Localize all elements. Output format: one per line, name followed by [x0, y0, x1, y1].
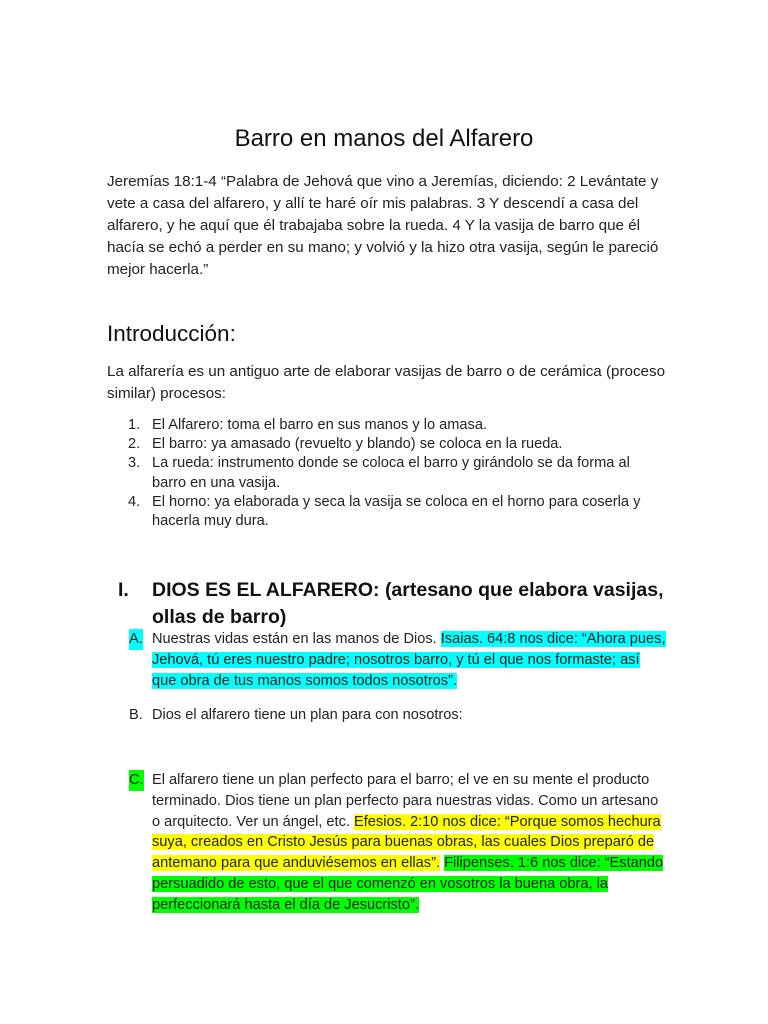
section-one-heading: [118, 577, 678, 631]
point-a: [107, 629, 667, 691]
page-title: Barro en manos del Alfarero: [234, 125, 534, 152]
point-body: [107, 770, 667, 916]
scripture-reference-highlight: Efesios. 2:10 nos dice: “Porque somos hechura suya, creados en Cristo Jesús para buenas obras, las cuales Dios preparó de antemano para que anduviésemos en ellas”.: [152, 813, 661, 872]
section-numeral: I.: [118, 579, 129, 601]
process-steps-list: [107, 416, 667, 531]
point-text: Nuestras vidas están en las manos de Dios.: [152, 631, 441, 647]
point-text: Dios el alfarero tiene un plan para con nosotros:: [152, 707, 463, 723]
list-item: [107, 493, 667, 531]
scripture-reference-highlight: Filipenses. 1:6 nos dice: “Estando persuadido de esto, que el que comenzó en vosotros la buena obra, la perfeccionará hasta el día de Jesucristo”.: [152, 855, 664, 913]
point-marker: A.: [129, 629, 143, 650]
intro-heading: Introducción:: [107, 321, 236, 346]
list-item: [107, 435, 667, 454]
point-body: [107, 705, 667, 726]
list-item-number: 4.: [128, 493, 141, 510]
list-item-number: 2.: [128, 436, 141, 453]
list-item: [107, 416, 667, 435]
point-marker: B.: [129, 707, 143, 723]
section-heading-text: DIOS ES EL ALFARERO: (artesano que elabora vasijas, ollas de barro): [152, 579, 664, 628]
list-item: [107, 454, 667, 492]
scripture-reference-highlight: Isaias. 64:8 nos dice: “Ahora pues, Jehová, tú eres nuestro padre; nosotros barro, y tú el que nos formaste; así que obra de tus manos somos todos nosotros”.: [152, 631, 666, 689]
opening-scripture-quote: Jeremías 18:1-4 “Palabra de Jehová que vino a Jeremías, diciendo: 2 Levántate y vete a casa del alfarero, y allí te haré oír mis palabras. 3 Y descendí a casa del alfarero, y he aquí que él trabajaba sobre la rueda. 4 Y la vasija de barro que él hacía se echó a perder en su mano; y volvió y la hizo otra vasija, según le pareció mejor hacerla.”: [107, 173, 659, 278]
list-item-text: El Alfarero: toma el barro en sus manos y lo amasa.: [152, 417, 488, 433]
list-item-number: 3.: [128, 455, 141, 472]
point-marker: C.: [129, 770, 144, 791]
point-body: [107, 629, 667, 691]
point-b: [107, 705, 667, 726]
list-item-text: La rueda: instrumento donde se coloca el barro y girándolo se da forma al barro en una vasija.: [152, 455, 630, 491]
list-item-text: El barro: ya amasado (revuelto y blando) se coloca en la rueda.: [152, 436, 563, 453]
list-item-text: El horno: ya elaborada y seca la vasija se coloca en el horno para coserla y hacerla muy dura.: [152, 493, 641, 530]
point-text: El alfarero tiene un plan perfecto para el barro; el ve en su mente el producto terminado. Dios tiene un plan perfecto para nuestras vidas. Como un artesano o arquitecto. Ver un ángel, etc.: [152, 772, 659, 830]
list-item-number: 1.: [128, 417, 141, 433]
point-c: [107, 770, 667, 916]
intro-paragraph: La alfarería es un antiguo arte de elaborar vasijas de barro o de cerámica (proceso similar) procesos:: [107, 363, 666, 402]
